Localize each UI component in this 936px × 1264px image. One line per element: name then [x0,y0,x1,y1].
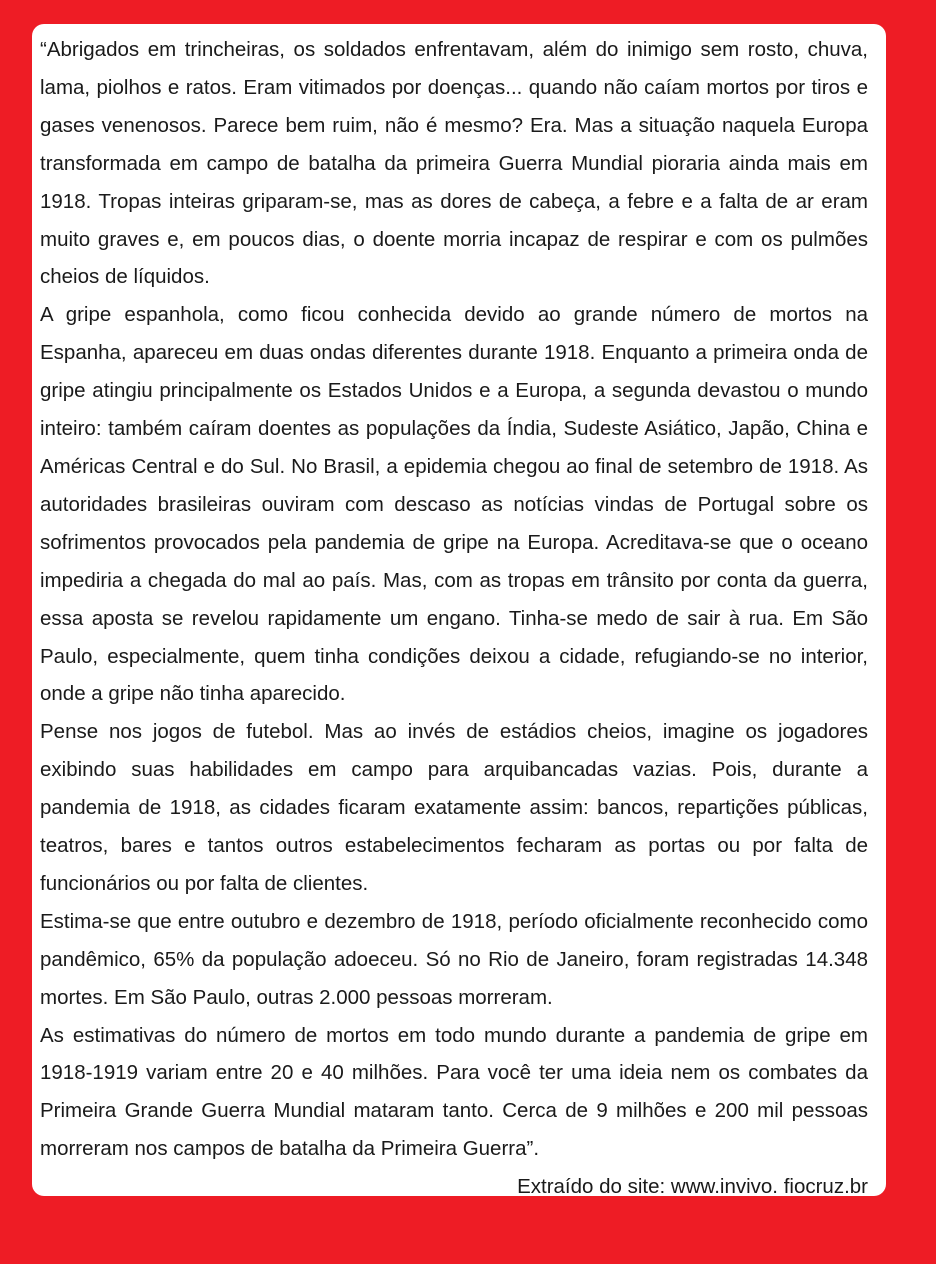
paragraph-statistics: Estima-se que entre outubro e dezembro de 1918, período oficialmente reconhecido como pandêmico, 65% da população adoeceu. Só no Rio de Janeiro, foram registradas 14.348 mortes. Em São Paulo, outras 2.000 pessoas morreram. [40,909,868,1009]
paragraph-football: Pense nos jogos de futebol. Mas ao invés de estádios cheios, imagine os jogadores exibindo suas habilidades em campo para arquibancadas vazias. Pois, durante a pandemia de 1918, as cidades ficaram exatamente assim: bancos, repartições públicas, teatros, bares e tantos outros estabelecimentos fecharam as portas ou por falta de funcionários ou por falta de clientes. [40,720,868,895]
paragraph-world-deaths: As estimativas do número de mortos em todo mundo durante a pandemia de gripe em 1918-1919 variam entre 20 e 40 milhões. Para você ter uma ideia nem os combates da Primeira Grande Guerra Mundial mataram tanto. Cerca de 9 milhões e 200 mil pessoas morreram nos campos de batalha da Primeira Guerra”. [40,1023,868,1161]
paragraph-trenches: “Abrigados em trincheiras, os soldados enfrentavam, além do inimigo sem rosto, chuva, lama, piolhos e ratos. Eram vitimados por doenças... quando não caíam mortos por tiros e gases venenosos. Parece bem ruim, não é mesmo? Era. Mas a situação naquela Europa transformada em campo de batalha da primeira Guerra Mundial pioraria ainda mais em 1918. Tropas inteiras griparam-se, mas as dores de cabeça, a febre e a falta de ar eram muito graves e, em poucos dias, o doente morria incapaz de respirar e com os pulmões cheios de líquidos. [40,38,868,289]
source-citation: Extraído do site: www.invivo. fiocruz.br [517,1175,868,1199]
paragraph-spanish-flu: A gripe espanhola, como ficou conhecida devido ao grande número de mortos na Espanha, apareceu em duas ondas diferentes durante 1918. Enquanto a primeira onda de gripe atingiu principalmente os Estados Unidos e a Europa, a segunda devastou o mundo inteiro: também caíram doentes as populações da Índia, Sudeste Asiático, Japão, China e Américas Central e do Sul. No Brasil, a epidemia chegou ao final de setembro de 1918. As autoridades brasileiras ouviram com descaso as notícias vindas de Portugal sobre os sofrimentos provocados pela pandemia de gripe na Europa. Acreditava-se que o oceano impediria a chegada do mal ao país. Mas, com as tropas em trânsito por conta da guerra, essa aposta se revelou rapidamente um engano. Tinha-se medo de sair à rua. Em São Paulo, especialmente, quem tinha condições deixou a cidade, refugiando-se no interior, onde a gripe não tinha aparecido. [40,303,868,706]
text-card [32,24,886,1199]
